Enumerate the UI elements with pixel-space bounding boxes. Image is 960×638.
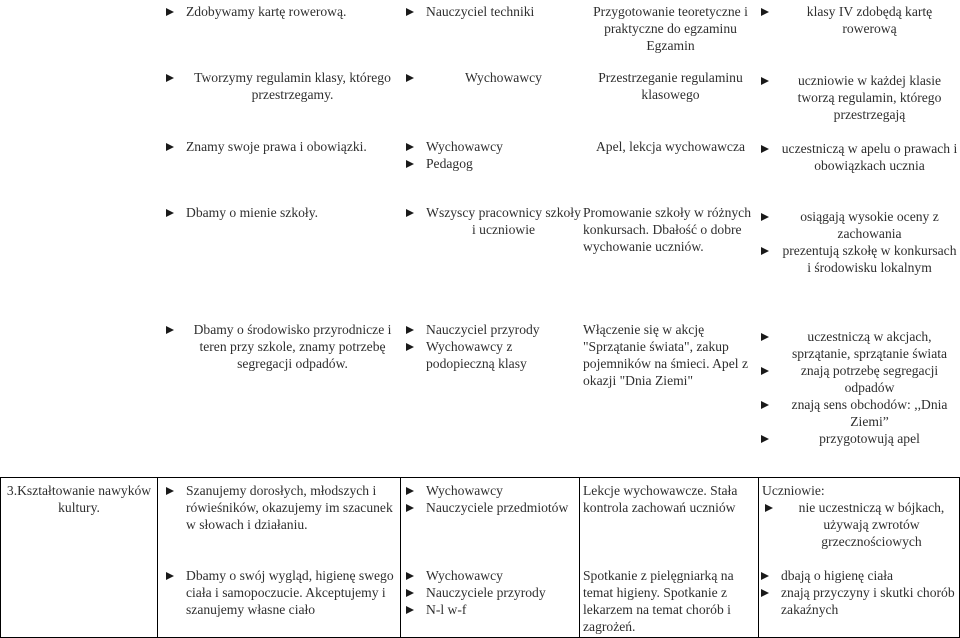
row3-outcome	[758, 140, 958, 174]
bullet-icon	[166, 572, 174, 580]
bullet-icon	[761, 8, 769, 16]
table-rule	[0, 477, 960, 478]
bullet-icon	[761, 367, 769, 375]
bullet-icon	[406, 589, 414, 597]
bullet-icon	[406, 606, 414, 614]
section-heading: 3.Kształtowanie nawyków kultury.	[6, 483, 152, 515]
row6-outcome	[758, 482, 958, 550]
row2-method: Przestrzeganie regulaminu klasowego	[598, 70, 743, 102]
bullet-icon	[761, 435, 769, 443]
row4-outcome	[758, 208, 958, 276]
row5-outcome-item: znają potrzebę segregacji odpadów	[758, 362, 958, 396]
row6-goal-item: Szanujemy dorosłych, młodszych i rówieśników, okazujemy im szacunek w słowach i działaniu.	[163, 482, 399, 533]
row6-responsible	[403, 482, 581, 516]
row7-method: Spotkanie z pielęgniarką na temat higieny. Spotkanie z lekarzem na temat chorób i zagrożeń.	[583, 568, 734, 634]
row7-responsible-item: N-l w-f	[403, 601, 581, 618]
row6-method: Lekcje wychowawcze. Stała kontrola zachowań uczniów	[583, 483, 738, 515]
bullet-icon	[406, 8, 414, 16]
row5-goal	[163, 321, 399, 372]
row1-goal-item: Zdobywamy kartę rowerową.	[163, 3, 399, 20]
row6-responsible-item: Nauczyciele przedmiotów	[403, 499, 581, 516]
row4-method: Promowanie szkoły w różnych konkursach. Dbałość o dobre wychowanie uczniów.	[583, 205, 751, 254]
row2-outcome-item: uczniowie w każdej klasie tworzą regulamin, którego przestrzegają	[758, 72, 958, 123]
row7-responsible	[403, 567, 581, 618]
row7-outcome-item: znają przyczyny i skutki chorób zakaźnych	[758, 584, 958, 618]
bullet-icon	[765, 504, 773, 512]
row7-goal	[163, 567, 399, 618]
row5-responsible-item: Wychowawcy z podopieczną klasy	[403, 338, 581, 372]
row5-responsible	[403, 321, 581, 372]
row1-goal	[163, 3, 399, 20]
row5-outcome-item: przygotowują apel	[758, 430, 958, 447]
row5-outcome-item: znają sens obchodów: ,,Dnia Ziemi”	[758, 396, 958, 430]
bullet-icon	[406, 209, 414, 217]
row6-responsible-item: Wychowawcy	[403, 482, 581, 499]
bullet-icon	[406, 343, 414, 351]
row2-goal	[163, 69, 399, 103]
bullet-icon	[761, 572, 769, 580]
row7-goal-item: Dbamy o swój wygląd, higienę swego ciała i samopoczucie. Akceptujemy i szanujemy własne ciało	[163, 567, 399, 618]
bullet-icon	[406, 572, 414, 580]
bullet-icon	[761, 247, 769, 255]
bullet-icon	[406, 74, 414, 82]
bullet-icon	[761, 333, 769, 341]
bullet-icon	[166, 8, 174, 16]
row1-outcome	[758, 3, 958, 37]
row1-responsible	[403, 3, 581, 20]
bullet-icon	[166, 487, 174, 495]
bullet-icon	[761, 145, 769, 153]
bullet-icon	[166, 143, 174, 151]
row5-outcome-item: uczestniczą w akcjach, sprzątanie, sprzątanie świata	[758, 328, 958, 362]
row6-outcome-label: Uczniowie:	[762, 483, 825, 498]
table-column-divider	[400, 477, 401, 638]
row3-responsible	[403, 138, 581, 172]
row3-method: Apel, lekcja wychowawcza	[595, 139, 746, 154]
bullet-icon	[761, 589, 769, 597]
bullet-icon	[761, 77, 769, 85]
row3-goal	[163, 138, 399, 155]
row4-outcome-item: osiągają wysokie oceny z zachowania	[758, 208, 958, 242]
bullet-icon	[406, 160, 414, 168]
row3-outcome-item: uczestniczą w apelu o prawach i obowiązkach ucznia	[758, 140, 958, 174]
row1-method: Przygotowanie teoretyczne i praktyczne do egzaminu Egzamin	[593, 4, 748, 53]
bullet-icon	[406, 504, 414, 512]
bullet-icon	[761, 213, 769, 221]
row4-responsible	[403, 204, 581, 238]
row4-outcome-item: prezentują szkołę w konkursach i środowisku lokalnym	[758, 242, 958, 276]
row1-outcome-item: klasy IV zdobędą kartę rowerową	[758, 3, 958, 37]
row2-responsible	[403, 69, 581, 86]
row6-goal	[163, 482, 399, 533]
row3-responsible-item: Wychowawcy	[403, 138, 581, 155]
row7-outcome-item: dbają o higienę ciała	[758, 567, 958, 584]
bullet-icon	[406, 143, 414, 151]
row5-goal-item: Dbamy o środowisko przyrodnicze i teren przy szkole, znamy potrzebę segregacji odpadów.	[163, 321, 399, 372]
row7-responsible-item: Wychowawcy	[403, 567, 581, 584]
row3-goal-item: Znamy swoje prawa i obowiązki.	[163, 138, 399, 155]
bullet-icon	[761, 401, 769, 409]
row4-goal-item: Dbamy o mienie szkoły.	[163, 204, 399, 221]
bullet-icon	[166, 74, 174, 82]
bullet-icon	[406, 326, 414, 334]
row6-outcome-item: nie uczestniczą w bójkach, używają zwrotów grzecznościowych	[762, 499, 958, 550]
row7-responsible-item: Nauczyciele przyrody	[403, 584, 581, 601]
row4-responsible-item: Wszyscy pracownicy szkoły i uczniowie	[403, 204, 581, 238]
row7-outcome	[758, 567, 958, 618]
row2-outcome	[758, 72, 958, 123]
row3-responsible-item: Pedagog	[403, 155, 581, 172]
row2-goal-item: Tworzymy regulamin klasy, którego przestrzegamy.	[163, 69, 399, 103]
bullet-icon	[166, 326, 174, 334]
row5-outcome	[758, 328, 958, 447]
bullet-icon	[166, 209, 174, 217]
row2-responsible-item: Wychowawcy	[403, 69, 581, 86]
bullet-icon	[406, 487, 414, 495]
row4-goal	[163, 204, 399, 221]
row5-method: Włączenie się w akcję "Sprzątanie świata", zakup pojemników na śmieci. Apel z okazji "Dnia Ziemi"	[583, 322, 748, 388]
row5-responsible-item: Nauczyciel przyrody	[403, 321, 581, 338]
row1-responsible-item: Nauczyciel techniki	[403, 3, 581, 20]
